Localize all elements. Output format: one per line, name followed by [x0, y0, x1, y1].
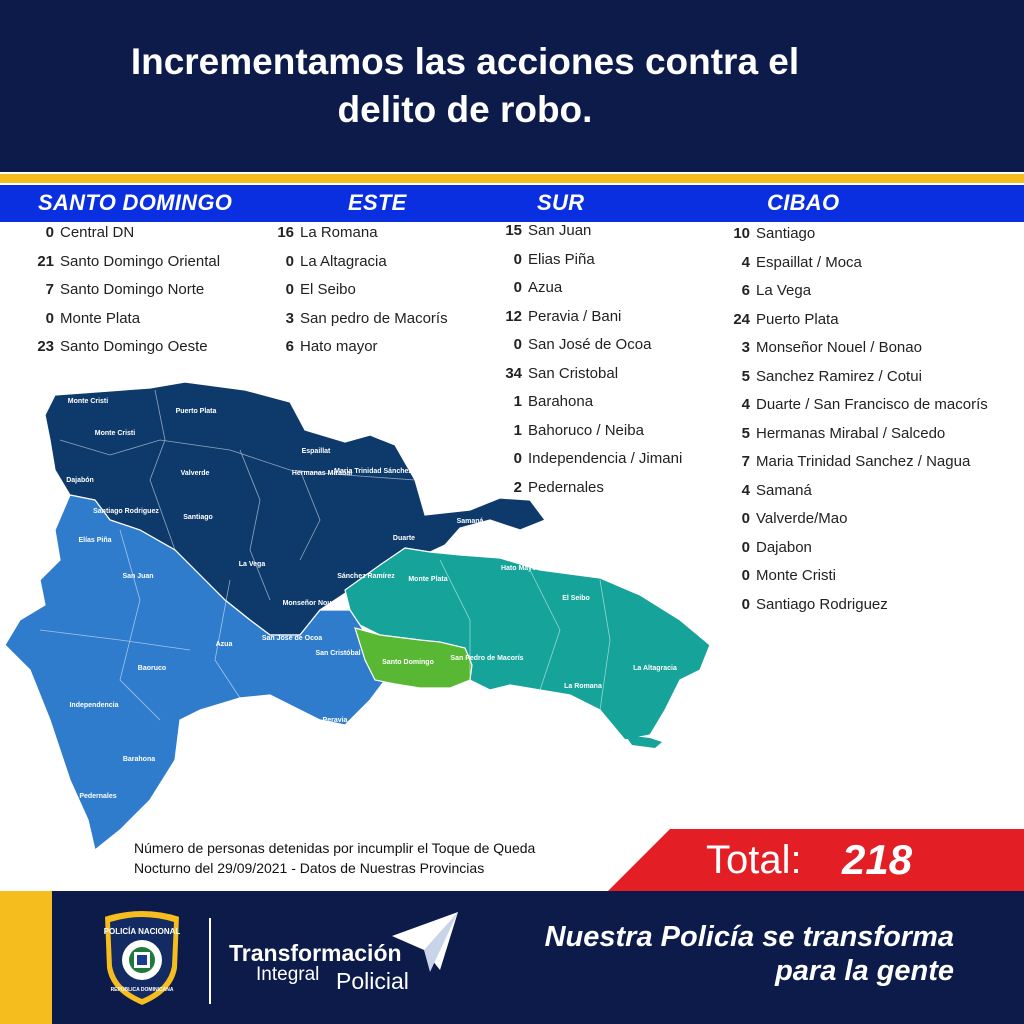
- region-title-cibao: CIBAO: [767, 190, 840, 215]
- detained-count: 0: [513, 250, 522, 268]
- list-item: [724, 225, 988, 254]
- detained-count: 0: [513, 279, 522, 296]
- map-label-monte-plata: Monte Plata: [408, 576, 448, 583]
- detained-count: 5: [741, 367, 750, 385]
- total-banner: [608, 829, 1024, 891]
- list-item: [724, 482, 988, 511]
- map-label-duarte: Duarte: [392, 535, 416, 542]
- province-name: Bahoruco / Neiba: [528, 421, 644, 439]
- detained-count: 0: [741, 567, 750, 584]
- detained-count: 3: [741, 339, 750, 356]
- gold-divider: [0, 174, 1024, 183]
- list-item: [724, 339, 988, 368]
- map-label-santiago-rodriguez: Santiago Rodriguez: [93, 508, 159, 515]
- list-item: [724, 282, 988, 311]
- title-line-1: Incrementamos las acciones contra el: [130, 41, 800, 82]
- detained-count: 1: [513, 393, 522, 410]
- province-name: Duarte / San Francisco de macorís: [756, 396, 988, 413]
- detained-count: 1: [513, 421, 522, 439]
- region-title-sur: SUR: [537, 190, 585, 215]
- detained-count: 6: [285, 338, 294, 355]
- province-name: Hato mayor: [300, 338, 378, 355]
- province-name: Santiago: [756, 225, 816, 242]
- transformacion-title: Transformación: [229, 940, 402, 966]
- province-name: Dajabon: [756, 538, 812, 556]
- detained-count: 0: [285, 252, 294, 270]
- map-label-elias-pina: Elías Piña: [78, 537, 112, 544]
- province-name: La Vega: [756, 282, 812, 299]
- dominican-republic-map: [0, 380, 720, 870]
- list-item: [496, 308, 682, 337]
- map-label-la-vega: La Vega: [238, 561, 266, 568]
- region-title-santo-domingo: SANTO DOMINGO: [38, 190, 233, 215]
- detained-count: 23: [37, 338, 54, 355]
- detained-count: 5: [741, 424, 750, 442]
- province-name: Monte Plata: [60, 309, 141, 327]
- list-item: [28, 281, 220, 310]
- badge-text-top: POLICÍA NACIONAL: [103, 927, 181, 936]
- list-item: [268, 310, 448, 339]
- map-label-peravia: Peravia: [322, 717, 348, 724]
- map-label-la-romana: La Romana: [564, 683, 602, 690]
- footnote-line-2: Nocturno del 29/09/2021 - Datos de Nuestras Provincias: [134, 860, 485, 876]
- province-name: Puerto Plata: [756, 310, 839, 328]
- total-value: 218: [842, 836, 913, 883]
- list-item: [724, 368, 988, 397]
- region-title-este: ESTE: [348, 190, 407, 215]
- detained-count: 0: [513, 450, 522, 467]
- map-label-maria-trinidad: Maria Trinidad Sánchez: [334, 468, 412, 475]
- detained-count: 0: [513, 336, 522, 353]
- map-label-monsenor-nouel: Monseñor Nouel: [282, 600, 338, 607]
- province-name: Sanchez Ramirez / Cotui: [756, 367, 922, 385]
- list-item: [496, 336, 682, 365]
- detained-count: 0: [285, 281, 294, 298]
- province-name: Peravia / Bani: [528, 307, 622, 325]
- province-name: Central DN: [60, 224, 135, 241]
- paper-plane-icon: [390, 910, 460, 980]
- province-name: Santiago Rodriguez: [756, 595, 888, 613]
- map-label-hato-mayor: Hato Mayor: [500, 565, 540, 572]
- slogan-line-1: Nuestra Policía se transforma: [544, 921, 954, 953]
- map-label-sanchez-ramirez: Sánchez Ramírez: [337, 573, 395, 580]
- province-name: Pedernales: [528, 478, 604, 496]
- list-item: [724, 425, 988, 454]
- map-label-el-seibo: El Seibo: [562, 595, 590, 602]
- province-name: Monseñor Nouel / Bonao: [756, 339, 922, 356]
- list-item: [28, 224, 220, 253]
- map-label-san-juan: San Juan: [122, 573, 154, 580]
- map-label-samana: Samaná: [456, 518, 484, 525]
- detained-count: 7: [741, 453, 750, 470]
- list-item: [28, 310, 220, 339]
- detained-count: 21: [37, 252, 54, 270]
- map-label-santiago: Santiago: [183, 514, 213, 521]
- map-island-saona: [625, 735, 662, 748]
- page-title: [40, 38, 890, 134]
- province-name: Elias Piña: [528, 250, 595, 268]
- detained-count: 0: [45, 309, 54, 327]
- total-label: Total:: [706, 838, 802, 882]
- map-label-hermanas-mirabal: Hermanas Mirabal: [291, 470, 353, 477]
- footer-divider: [209, 918, 211, 1004]
- province-name: Monte Cristi: [756, 567, 837, 584]
- footer-gold-bar: [0, 891, 52, 1024]
- list-item: [496, 222, 682, 251]
- title-line-2: delito de robo.: [337, 89, 593, 130]
- detained-count: 12: [505, 307, 522, 325]
- map-label-san-pedro: San Pedro de Macorís: [450, 655, 524, 662]
- footnote-line-1: Número de personas detenidas por incumplir el Toque de Queda: [134, 840, 536, 856]
- province-name: San José de Ocoa: [528, 336, 652, 353]
- province-name: Valverde/Mao: [756, 510, 848, 527]
- footnote: [134, 838, 535, 878]
- list-item: [496, 251, 682, 280]
- detained-count: 10: [733, 225, 750, 242]
- santo-domingo-list: [28, 224, 220, 367]
- province-name: Independencia / Jimani: [528, 450, 683, 467]
- list-item: [268, 224, 448, 253]
- province-name: La Romana: [300, 224, 378, 241]
- map-label-baoruco: Baoruco: [137, 665, 167, 672]
- list-item: [724, 539, 988, 568]
- detained-count: 6: [741, 282, 750, 299]
- slogan-line-2: para la gente: [775, 955, 954, 987]
- detained-count: 4: [741, 481, 750, 499]
- list-item: [724, 567, 988, 596]
- map-label-santo-domingo: Santo Domingo: [382, 659, 434, 666]
- detained-count: 0: [741, 510, 750, 527]
- map-label-la-altagracia: La Altagracia: [633, 665, 677, 672]
- province-name: San Cristobal: [528, 364, 619, 382]
- province-name: San pedro de Macorís: [300, 309, 448, 327]
- province-name: Maria Trinidad Sanchez / Nagua: [756, 453, 971, 470]
- list-item: [496, 279, 682, 308]
- badge-text-bottom: REPÚBLICA DOMINICANA: [110, 987, 174, 993]
- map-label-valverde: Valverde: [180, 470, 210, 477]
- list-item: [724, 311, 988, 340]
- transformacion-integral: Integral: [256, 964, 320, 985]
- slogan: [470, 920, 954, 988]
- detained-count: 34: [505, 364, 522, 382]
- list-item: [724, 510, 988, 539]
- list-item: [724, 596, 988, 625]
- map-label-monte-cristi: Monte Cristi: [67, 398, 109, 405]
- province-name: El Seibo: [300, 281, 356, 298]
- map-label-espaillat: Espaillat: [301, 448, 331, 455]
- list-item: [28, 253, 220, 282]
- este-list: [268, 224, 448, 367]
- map-label-pedernales: Pedernales: [79, 793, 117, 800]
- detained-count: 24: [733, 310, 750, 328]
- detained-count: 16: [277, 224, 294, 241]
- list-item: [724, 254, 988, 283]
- detained-count: 4: [741, 396, 750, 413]
- cibao-list: [724, 225, 988, 624]
- map-label-azua: Azua: [215, 641, 233, 648]
- detained-count: 0: [741, 538, 750, 556]
- province-name: La Altagracia: [300, 252, 387, 270]
- detained-count: 0: [741, 595, 750, 613]
- detained-count: 0: [45, 224, 54, 241]
- list-item: [724, 396, 988, 425]
- province-name: Santo Domingo Oriental: [60, 252, 221, 270]
- map-label-dajabon: Dajabón: [66, 477, 94, 484]
- province-name: Santo Domingo Norte: [60, 281, 205, 298]
- list-item: [268, 281, 448, 310]
- transformacion-policial: Policial: [336, 968, 409, 994]
- police-badge-logo: [96, 908, 188, 1008]
- list-item: [268, 338, 448, 367]
- map-label-barahona: Barahona: [122, 756, 156, 763]
- detained-count: 15: [505, 222, 522, 239]
- list-item: [724, 453, 988, 482]
- detained-count: 2: [513, 478, 522, 496]
- list-item: [28, 338, 220, 367]
- province-name: San Juan: [528, 222, 592, 239]
- detained-count: 3: [285, 309, 294, 327]
- province-name: Barahona: [528, 393, 594, 410]
- province-name: Santo Domingo Oeste: [60, 338, 208, 355]
- province-name: Hermanas Mirabal / Salcedo: [756, 424, 946, 442]
- map-label-puerto-plata: Puerto Plata: [175, 408, 217, 415]
- province-name: Samaná: [756, 481, 812, 499]
- detained-count: 4: [741, 253, 750, 271]
- map-label-independencia: Independencia: [69, 702, 119, 709]
- detained-count: 7: [45, 281, 54, 298]
- province-name: Espaillat / Moca: [756, 253, 862, 271]
- map-label-san-cristobal: San Cristóbal: [315, 650, 361, 657]
- province-name: Azua: [528, 279, 563, 296]
- map-label-san-jose-ocoa: San José de Ocoa: [261, 635, 323, 642]
- list-item: [268, 253, 448, 282]
- map-label-monte-cristi-2: Monte Cristi: [94, 430, 136, 437]
